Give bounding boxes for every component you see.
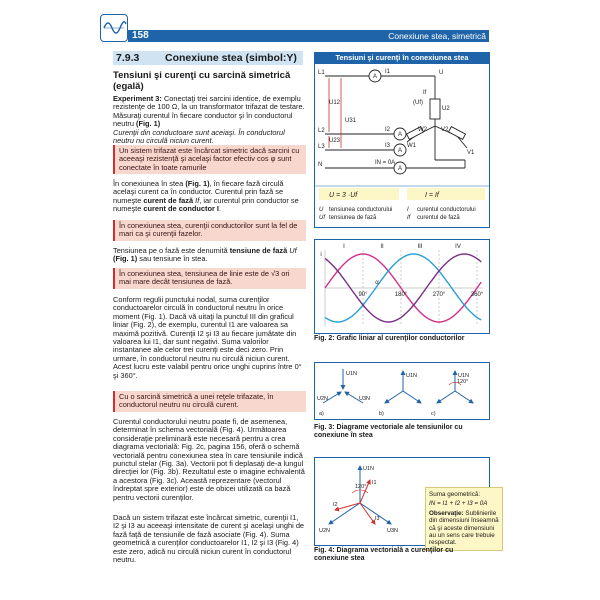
definition-if: curentul de fază bbox=[417, 215, 460, 221]
sine-waveform-chart bbox=[315, 240, 489, 333]
svg-text:U: U bbox=[319, 207, 324, 213]
svg-text:I: I bbox=[407, 207, 409, 213]
sum-title: Suma geometrică: bbox=[429, 491, 481, 498]
subfigure-c-label: c) bbox=[431, 411, 436, 417]
terminal-w1: W1 bbox=[407, 143, 416, 149]
line-label-l2: L2 bbox=[318, 128, 325, 134]
figure-1-frame bbox=[314, 63, 490, 228]
highlight-box-line-voltage: În conexiunea stea, tensiunea de linie este de √3 ori mai mare decât tensiunea de fază. bbox=[113, 268, 306, 289]
sum-formula: IN = I1 + I2 + I3 = 0A bbox=[429, 500, 488, 508]
formula-line-current: I = If bbox=[425, 192, 439, 199]
tick-270: 270° bbox=[432, 292, 446, 298]
paragraph-phase-voltage: Tensiunea pe o fază este denumită tensiune de fază Uf (Fig. 1) sau tensiune în stea. bbox=[113, 246, 297, 264]
current-label-i1: I1 bbox=[385, 69, 391, 75]
definition-u: tensiunea conductorului bbox=[329, 207, 393, 213]
alpha-label: α bbox=[375, 280, 379, 286]
marker-ii: II bbox=[380, 244, 384, 250]
svg-text:If: If bbox=[407, 215, 411, 221]
definition-i: curentul conductorului bbox=[417, 207, 476, 213]
paragraph-node-rule: Conform regulii punctului nodal, suma curenţilor conductoarelor circulă în conductorul neutru în orice moment (Fig. 1). Dacă vă uitaţi la punctul III din graficul liniar (Fig. 2), de exemplu, curentul I1 are valoarea sa maximă pozitivă. Curenţii I2 şi I3 au fiecare jumătate din valoarea lui I1, dar sunt negativi. Suma valorilor instantanee ale celor trei curenţi este deci zero. Prin urmare, în conductorul neutru nu circulă niciun curent. Acest lucru este valabil pentru orice unghi cuprins între 0° şi 360°. bbox=[113, 295, 302, 380]
section-number: 7.9.3 bbox=[116, 52, 140, 64]
tick-180: 180° bbox=[394, 292, 408, 298]
experiment-text: Experiment 3: Conectaţi trei sarcini identice, de exemplu rezistenţe de 100 Ω, la un transformator trifazat de testare. Măsuraţi curentul în fiecare conductor şi în conductorul neutru (Fig. 1) Curenţii din conductoare sunt aceiaşi. În conductorul neutru nu circulă niciun curent. bbox=[113, 94, 305, 146]
terminal-u: U bbox=[439, 70, 444, 76]
svg-text:U3N: U3N bbox=[359, 396, 371, 402]
page-number: 158 bbox=[132, 30, 149, 41]
current-label-if: If bbox=[423, 90, 427, 96]
figure-3-frame bbox=[314, 362, 490, 420]
svg-text:I1: I1 bbox=[372, 480, 377, 486]
svg-text:U1N: U1N bbox=[346, 371, 358, 377]
tick-360: 360° bbox=[470, 292, 484, 298]
line-label-n: N bbox=[318, 162, 323, 168]
svg-text:U2N: U2N bbox=[317, 396, 329, 402]
voltage-label-u31: U31 bbox=[345, 118, 357, 124]
current-label-in: IN = 0A bbox=[375, 160, 396, 166]
terminal-v1: V1 bbox=[467, 150, 475, 156]
running-title: Conexiune stea, simetrică bbox=[388, 31, 486, 41]
svg-text:Uf: Uf bbox=[319, 215, 325, 221]
voltage-label-uf: (Uf) bbox=[413, 100, 423, 106]
svg-text:U2N: U2N bbox=[319, 528, 331, 534]
highlight-box-symmetric: Un sistem trifazat este încărcat simetric dacă sarcini cu aceeaşi rezistenţă şi acelaşi factor efectiv cos φ sunt conectate în toate ramurile bbox=[113, 145, 306, 174]
marker-iii: III bbox=[417, 244, 423, 250]
terminal-w2: W2 bbox=[418, 127, 427, 133]
angle-label-fig4: 120° bbox=[355, 484, 367, 490]
y-axis-label: i bbox=[320, 252, 322, 258]
svg-text:U1N: U1N bbox=[363, 466, 375, 472]
ammeter-l2-label: A bbox=[397, 132, 403, 139]
highlight-box-currents: În conexiunea stea, curenţii conductorilor sunt la fel de mari ca şi curenţii fazelor. bbox=[113, 220, 306, 241]
definition-uf: tensiunea de fază bbox=[329, 215, 377, 221]
figure-2-caption: Fig. 2: Grafic liniar al curenţilor conductorilor bbox=[314, 335, 465, 342]
figure-1-title: Tensiuni şi curenţi în conexiunea stea bbox=[314, 52, 490, 63]
voltage-label-u23: U23 bbox=[329, 138, 341, 144]
star-circuit-diagram bbox=[315, 64, 489, 227]
line-label-l3: L3 bbox=[318, 144, 325, 150]
svg-text:I3: I3 bbox=[375, 516, 380, 522]
highlight-box-neutral: Cu o sarcină simetrică a unei reţele trifazate, în conductorul neutru nu circulă curent. bbox=[113, 391, 306, 412]
paragraph-vector-diagram: Curentul conductorului neutru poate fi, de asemenea, determinat în schema vectorială (Fig. 4). Următoarea consideraţie preliminară este necesară pentru a crea diagrama vectorială: Fig. 2c, pagina 156, oferă o schemă vectorială pentru conexiunea stea în care tensiunile indică punctul stelar (Fig. 3a). Vectorii pot fi deplasaţi de-a lungul direcţiei lor (Fig. 3b). Rezultatul este o imagine echivalentă a acestora (Fig. 3c). Această reprezentare (vectorul îndreptat spre exterior) este de obicei utilizată ca bază pentru vectorii curenţilor. bbox=[113, 417, 305, 502]
section-title: Conexiune stea (simbol:Y) bbox=[165, 52, 297, 64]
chapter-logo-icon bbox=[100, 14, 128, 42]
subtitle: Tensiuni şi curenţi cu sarcină simetrică (egală) bbox=[113, 70, 291, 92]
marker-iv: IV bbox=[455, 244, 461, 250]
subfigure-b-label: b) bbox=[379, 411, 384, 417]
subfigure-a-label: a) bbox=[319, 411, 324, 417]
current-label-i2: I2 bbox=[385, 127, 391, 133]
figure-4-caption: Fig. 4: Diagrama vectorială a curenţilor cu conexiune stea bbox=[314, 547, 454, 562]
paragraph-phase-current: În conexiunea în stea (Fig. 1), în fiecare fază circulă acelaşi curent ca în conductor. Curentul prin fază se numeşte curent de fază If, iar curentul prin conductor se numeşte curent de conductor I. bbox=[113, 179, 299, 214]
svg-text:U1N: U1N bbox=[406, 373, 418, 379]
voltage-vector-diagrams bbox=[315, 363, 489, 419]
voltage-label-u12: U12 bbox=[329, 100, 341, 106]
ammeter-l1-label: A bbox=[372, 74, 378, 81]
formula-line-voltage: U = 3 ·Uf bbox=[329, 192, 358, 199]
paragraph-geometric-sum: Dacă un sistem trifazat este încărcat simetric, curenţii I1, I2 şi I3 au aceeaşi intensitate de curent şi acelaşi unghi de fază faţă de tensiunile de fază asociate (Fig. 4). Suma geometrică a curenţilor conductoarelor I1, I2 şi I3 (Fig. 4) este zero, adică nu circulă niciun curent în conductorul neutru. bbox=[113, 513, 305, 565]
figure-2-frame bbox=[314, 239, 490, 334]
terminal-u2: U2 bbox=[442, 106, 450, 112]
current-label-i3: I3 bbox=[385, 143, 391, 149]
svg-text:U3N: U3N bbox=[387, 528, 399, 534]
ammeter-l3-label: A bbox=[397, 148, 403, 155]
svg-text:I2: I2 bbox=[333, 502, 338, 508]
terminal-v2: V2 bbox=[441, 127, 449, 133]
geometric-sum-note: Suma geometrică: IN = I1 + I2 + I3 = 0A Observaţie: Sublinierile din dimensiuni înseamnă că şi aceste dimensiuni au un sens care trebuie respectat. bbox=[425, 487, 503, 551]
current-vector-diagram bbox=[315, 458, 425, 545]
angle-label-3c: 120° bbox=[457, 379, 469, 385]
ammeter-n-label: A bbox=[397, 166, 403, 173]
tick-90: 90° bbox=[358, 292, 368, 298]
figure-3-caption: Fig. 3: Diagrame vectoriale ale tensiunilor cu conexiune în stea bbox=[314, 424, 463, 439]
marker-i: I bbox=[343, 244, 345, 250]
svg-text:U1N: U1N bbox=[458, 373, 470, 379]
line-label-l1: L1 bbox=[318, 70, 325, 76]
